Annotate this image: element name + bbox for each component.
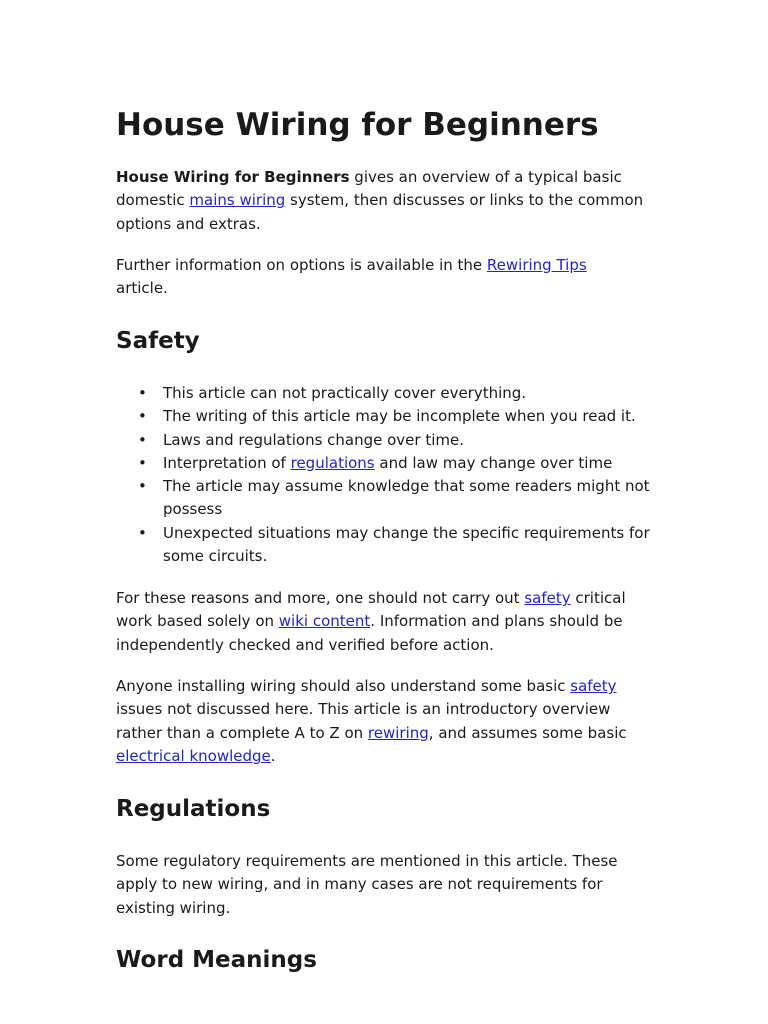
safety-p2-text-4: . xyxy=(270,746,276,765)
safety-list-item-text: Laws and regulations change over time. xyxy=(163,430,465,449)
safety-list-item xyxy=(116,382,656,405)
further-text-1: Further information on options is available in the xyxy=(116,256,487,274)
safety-list-item-text: Interpretation of xyxy=(163,453,291,472)
safety-p1-text-2: critical work based solely on xyxy=(116,589,626,631)
safety-list-item-text: Unexpected situations may change the specific requirements for some circuits. xyxy=(163,523,650,566)
safety-list-item xyxy=(116,429,656,452)
safety-list-item-text: This article can not practically cover everything. xyxy=(163,384,527,402)
safety-p1-text-3: . Information and plans should be independently checked and verified before action. xyxy=(116,612,623,654)
safety-p1-text-1: For these reasons and more, one should not carry out xyxy=(116,589,525,607)
safety-link-2[interactable]: safety xyxy=(570,677,617,695)
rewiring-link[interactable]: rewiring xyxy=(367,723,429,742)
safety-p2-text-1: Anyone installing wiring should also understand some basic xyxy=(116,677,571,695)
safety-p2-text-2: issues not discussed here. This article is an introductory overview rather than a complete A to Z on xyxy=(116,700,611,742)
bullet-icon: • xyxy=(138,384,147,402)
safety-list-item xyxy=(116,405,656,428)
safety-list-item xyxy=(116,452,656,475)
safety-link[interactable]: safety xyxy=(524,589,571,607)
safety-list-item-text: The writing of this article may be incomplete when you read it. xyxy=(163,407,636,426)
electrical-knowledge-link[interactable]: electrical knowledge xyxy=(116,746,271,765)
further-text-2: article. xyxy=(116,279,168,298)
regulations-heading: Regulations xyxy=(116,796,271,822)
safety-list-item xyxy=(116,475,656,522)
wiki-content-link[interactable]: wiki content xyxy=(278,612,371,631)
bullet-icon: • xyxy=(138,453,147,472)
safety-paragraph-1 xyxy=(116,587,656,657)
safety-paragraph-2 xyxy=(116,675,656,768)
mains-wiring-link[interactable]: mains wiring xyxy=(189,191,286,210)
bullet-icon: • xyxy=(138,477,147,496)
word-meanings-heading: Word Meanings xyxy=(116,947,317,973)
safety-list-item-text: The article may assume knowledge that some readers might not possess xyxy=(163,477,650,519)
safety-list xyxy=(116,382,656,568)
bullet-icon: • xyxy=(138,430,147,449)
intro-text-1: gives an overview of a typical basic domestic xyxy=(116,168,622,210)
safety-list-item xyxy=(116,522,656,569)
safety-list-item-text-after: and law may change over time xyxy=(374,453,613,472)
bullet-icon: • xyxy=(138,523,147,542)
safety-heading: Safety xyxy=(116,328,200,354)
regulations-link[interactable]: regulations xyxy=(290,453,375,472)
intro-text-2: system, then discusses or links to the common options and extras. xyxy=(116,191,644,233)
page-title: House Wiring for Beginners xyxy=(116,107,599,143)
safety-p2-text-3: , and assumes some basic xyxy=(428,723,627,742)
rewiring-tips-link[interactable]: Rewiring Tips xyxy=(486,256,587,274)
further-info-paragraph xyxy=(116,254,656,301)
intro-bold-title: House Wiring for Beginners xyxy=(116,168,350,186)
intro-paragraph xyxy=(116,166,656,236)
regulations-paragraph: Some regulatory requirements are mentioned in this article. These apply to new wiring, and in many cases are not requirements for existing wiring. xyxy=(116,852,618,917)
bullet-icon: • xyxy=(138,407,147,426)
